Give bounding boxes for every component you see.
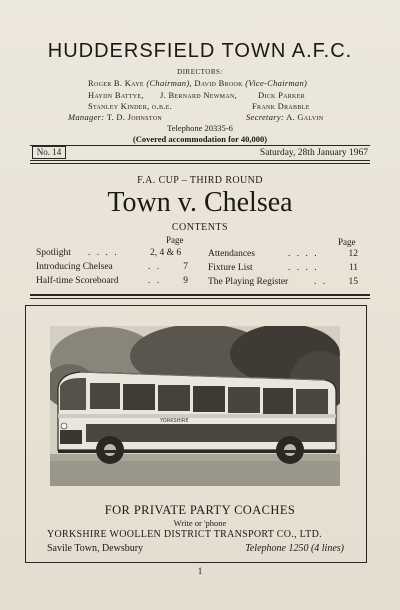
chairman-role: (Chairman) [146, 78, 190, 88]
director-drabble: Frank Drabble [252, 101, 310, 111]
contents-page-introducing-chelsea: 7 [183, 262, 188, 272]
contents-item-half-time-scoreboard: Half-time Scoreboard [36, 276, 119, 286]
contents-page-label-left: Page [166, 235, 184, 245]
advert-telephone: Telephone 1250 (4 lines) [245, 543, 344, 554]
contents-dots: . . [148, 276, 162, 286]
contents-item-playing-register: The Playing Register [208, 277, 289, 287]
advert-company: YORKSHIRE WOOLLEN DISTRICT TRANSPORT CO., LTD. [47, 529, 322, 540]
director-parker: Dick Parker [258, 90, 305, 100]
coach-livery-text: YORKSHIRE [160, 418, 189, 424]
advert-subtitle: Write or 'phone [173, 518, 227, 528]
contents-page-spotlight: 2, 4 & 6 [150, 248, 182, 258]
vice-chairman-role: (Vice-Chairman) [245, 78, 308, 88]
chairman-name: Roger B. Kaye [88, 78, 144, 88]
club-name: HUDDERSFIELD TOWN A.F.C. [47, 40, 353, 62]
director-battye: Haydn Battye, [88, 90, 144, 100]
contents-page-label-right: Page [338, 237, 356, 247]
contents-page-half-time-scoreboard: 9 [183, 276, 188, 286]
contents-page-playing-register: 15 [348, 277, 358, 287]
contents-heading: CONTENTS [171, 222, 229, 233]
director-newman: J. Bernard Newman, [160, 90, 238, 100]
contents-dots: . . . . [288, 263, 319, 273]
director-kinder: Stanley Kinder, o.b.e. [88, 101, 173, 111]
contents-item-introducing-chelsea: Introducing Chelsea [36, 262, 113, 272]
advert-town: Savile Town, Dewsbury [47, 543, 144, 554]
contents-item-fixture-list: Fixture List [208, 263, 253, 273]
manager-label: Manager: [68, 112, 105, 122]
issue-date: Saturday, 28th January 1967 [259, 148, 368, 158]
directors-heading: DIRECTORS: [177, 68, 223, 76]
manager-name: T. D. Johnston [106, 112, 162, 122]
contents-dots: . . [314, 277, 328, 287]
page-number: 1 [197, 566, 203, 576]
manager-line [68, 112, 162, 122]
directors-row-1: Roger B. Kaye (Chairman), David Brook (Vice-Chairman) [88, 78, 308, 88]
issue-number: No. 14 [32, 146, 66, 159]
competition-round: F.A. CUP – THIRD ROUND [137, 175, 263, 186]
contents-dots: . . . . [88, 248, 119, 258]
header-rule-top [30, 145, 370, 146]
contents-rule [30, 294, 370, 296]
contents-dots: . . . . [288, 249, 319, 259]
contents-page-attendances: 12 [348, 249, 358, 259]
club-telephone: Telephone 20335-6 [167, 123, 233, 133]
coach-illustration [50, 326, 340, 486]
vice-chairman-name: David Brook [194, 78, 243, 88]
secretary-line [246, 112, 323, 122]
secretary-name: A. Galvin [286, 112, 324, 122]
secretary-label: Secretary: [246, 112, 285, 122]
contents-rule-double [30, 298, 370, 299]
match-fixture: Town v. Chelsea [107, 187, 293, 218]
coach-photo [50, 326, 340, 486]
contents-dots: . . [148, 262, 162, 272]
header-rule-bottom [30, 160, 370, 161]
contents-page-fixture-list: 11 [348, 263, 358, 273]
contents-item-spotlight: Spotlight [36, 248, 71, 258]
advert-title: FOR PRIVATE PARTY COACHES [104, 503, 296, 517]
contents-item-attendances: Attendances [208, 249, 255, 259]
header-rule-double [30, 163, 370, 164]
ground-capacity: (Covered accommodation for 40,000) [132, 134, 268, 144]
